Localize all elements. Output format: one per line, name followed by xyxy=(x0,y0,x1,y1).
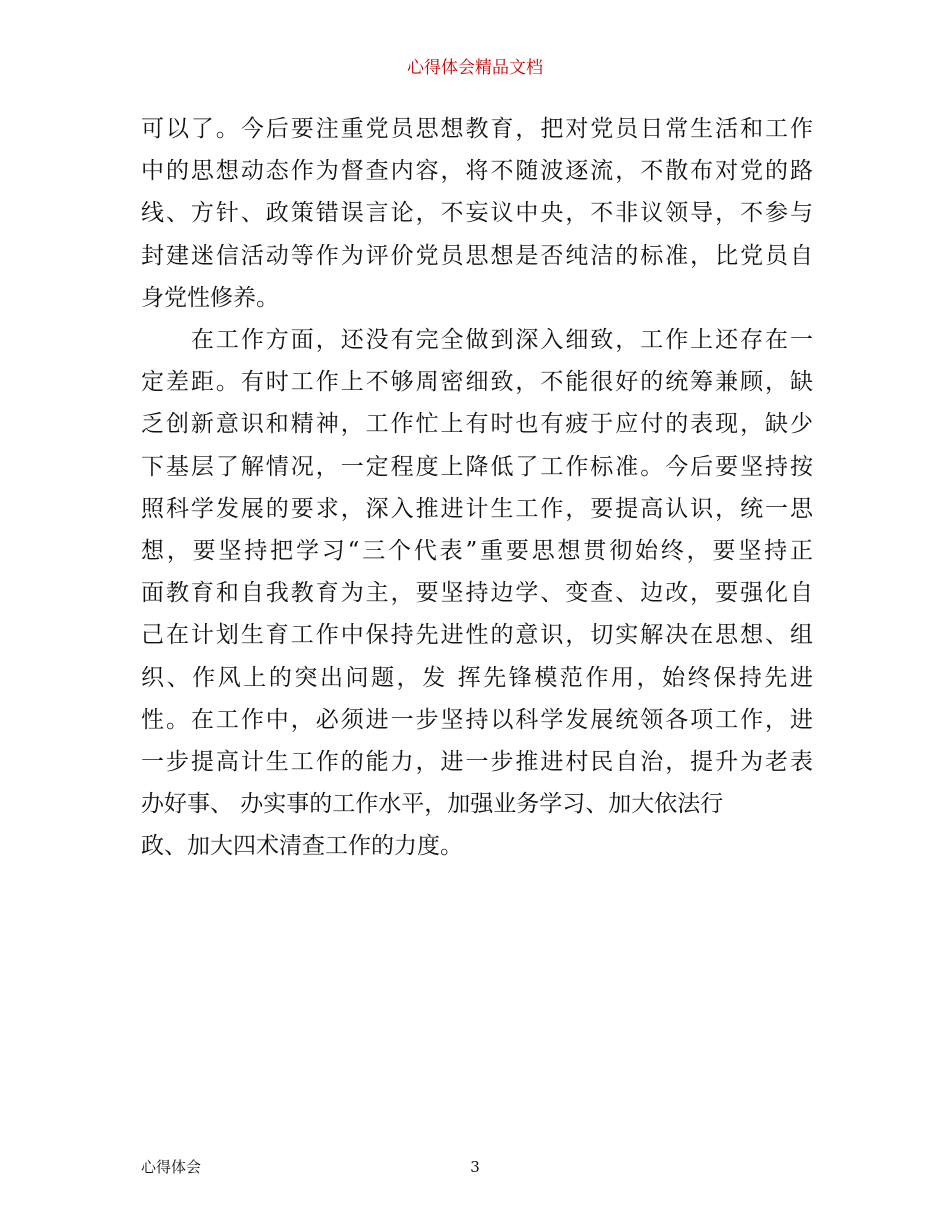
text-line: 性。在工作中，必须进一步坚持以科学发展统领各项工作，进 xyxy=(141,706,813,733)
footer-label: 心得体会 xyxy=(141,1158,202,1176)
page-number: 3 xyxy=(470,1158,480,1176)
text-line: 一步提高计生工作的能力，进一步推进村民自治，提升为老表 xyxy=(141,749,813,776)
text-line: 面教育和自我教育为主，要坚持边学、变查、边改，要强化自 xyxy=(141,580,813,607)
text-line: 定差距。有时工作上不够周密细致，不能很好的统筹兼顾，缺 xyxy=(141,369,813,396)
text-line: 织、作风上的突出问题，发 挥先锋模范作用，始终保持先进 xyxy=(141,664,813,691)
document-body xyxy=(141,108,813,868)
text-line: 中的思想动态作为督查内容，将不随波逐流，不散布对党的路 xyxy=(141,158,813,185)
text-line: 想，要坚持把学习“三个代表”重要思想贯彻始终，要坚持正 xyxy=(141,538,813,565)
text-line: 封建迷信活动等作为评价党员思想是否纯洁的标准，比党员自 xyxy=(141,242,813,269)
text-line: 可以了。今后要注重党员思想教育，把对党员日常生活和工作 xyxy=(141,116,813,142)
text-line: 乏创新意识和精神，工作忙上有时也有疲于应付的表现，缺少 xyxy=(141,411,813,438)
text-line: 政、加大四术清查工作的力度。 xyxy=(141,833,463,860)
header-title: 心得体会精品文档 xyxy=(407,58,543,78)
text-line: 己在计划生育工作中保持先进性的意识，切实解决在思想、组 xyxy=(141,622,813,649)
text-line: 下基层了解情况，一定程度上降低了工作标准。今后要坚持按 xyxy=(141,453,813,480)
text-line: 身党性修养。 xyxy=(141,284,279,311)
text-line: 办好事、 办实事的工作水平，加强业务学习、加大依法行 xyxy=(141,791,724,818)
text-line: 线、方针、政策错误言论，不妄议中央，不非议领导，不参与 xyxy=(141,200,813,227)
text-line: 照科学发展的要求，深入推进计生工作，要提高认识，统一思 xyxy=(141,495,813,522)
text-line: 在工作方面，还没有完全做到深入细致，工作上还存在一 xyxy=(141,327,813,354)
